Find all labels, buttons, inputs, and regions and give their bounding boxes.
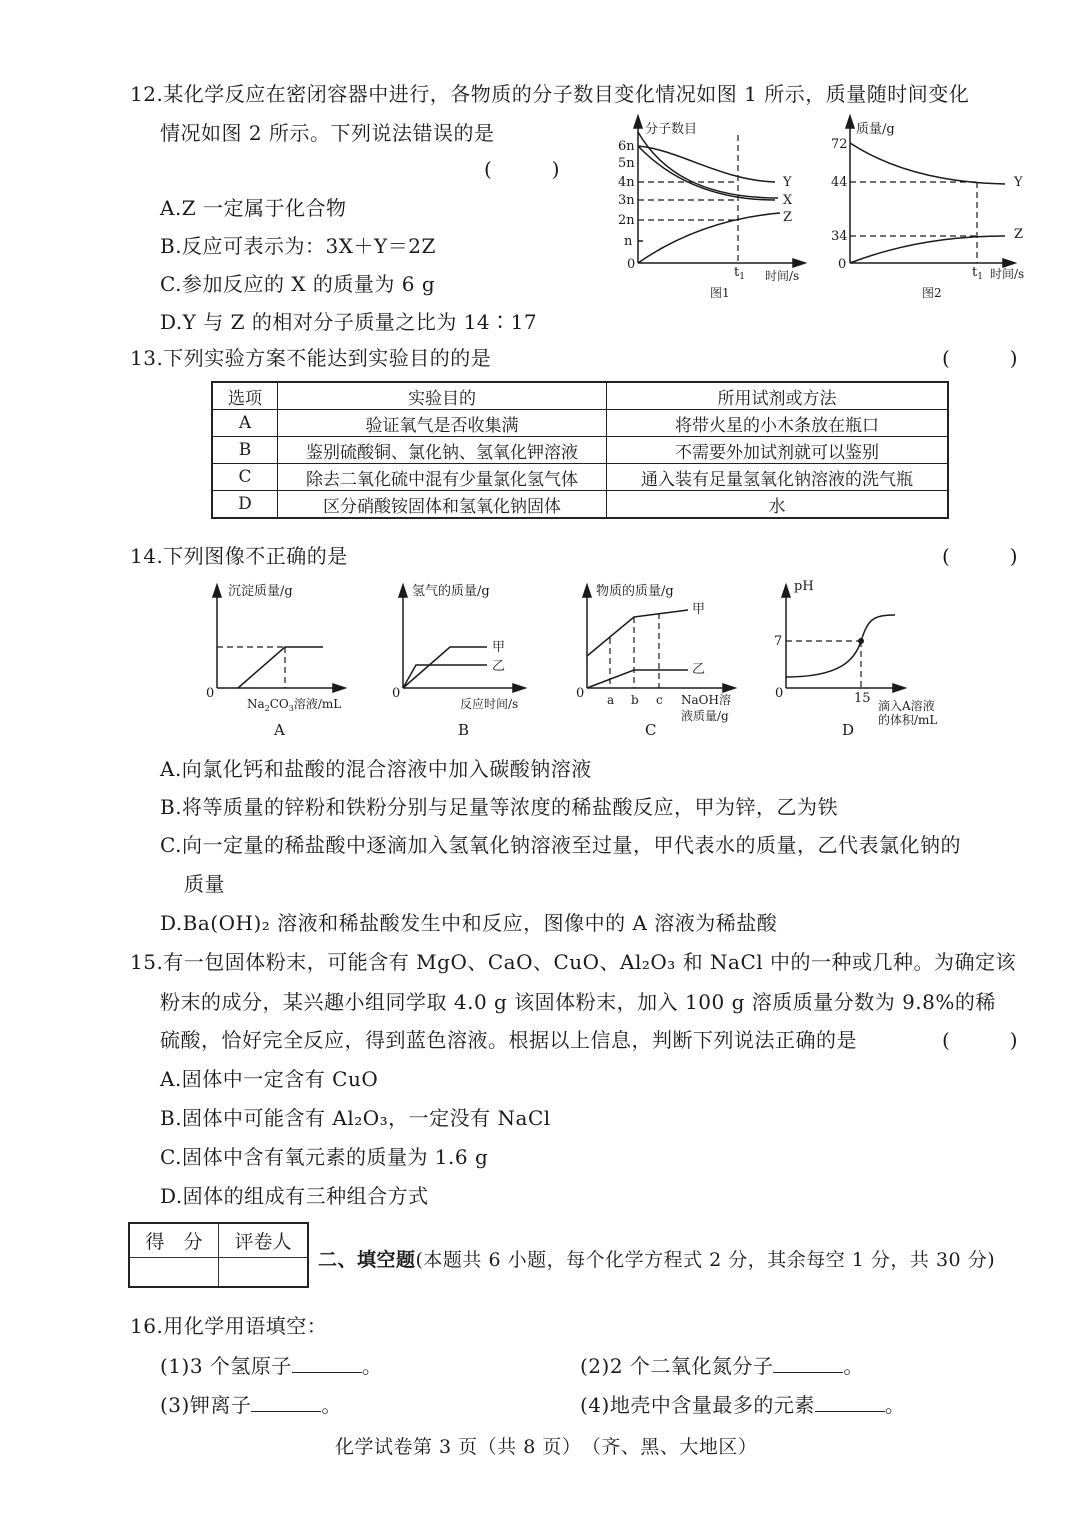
score-label: 得 分 (129, 1223, 219, 1258)
q14-option-c-cont: 质量 (184, 872, 225, 896)
chartA-title: A (274, 721, 285, 739)
q12-option-c: C.参加反应的 X 的质量为 6 g (160, 272, 436, 296)
chartB-origin: 0 (392, 686, 401, 701)
q16-stem: 16.用化学用语填空： (130, 1314, 328, 1338)
q12-answer-paren[interactable]: ( ) (484, 157, 560, 181)
section2-note: (本题共 6 小题，每个化学方程式 2 分，其余每空 1 分，共 30 分) (415, 1249, 996, 1271)
header-option: 选项 (212, 382, 278, 410)
fig1-ytick-3n: 3n (618, 193, 635, 208)
fig1-ytick-n: n (624, 234, 633, 249)
cell-method: 将带火星的小木条放在瓶口 (607, 410, 949, 437)
answer-blank-4[interactable] (815, 1393, 885, 1412)
chartD-ytick-7: 7 (774, 634, 783, 649)
fig2-xlabel: 时间/s (990, 267, 1025, 281)
chartB-title: B (458, 721, 470, 739)
table-row (212, 491, 948, 519)
cell-purpose: 除去二氧化硫中混有少量氯化氢气体 (278, 464, 607, 491)
table-header-row (212, 382, 948, 410)
q14-option-c: C.向一定量的稀盐酸中逐滴加入氢氧化钠溶液至过量，甲代表水的质量，乙代表氯化钠的 (160, 833, 961, 857)
fig2-ytick-44: 44 (831, 175, 848, 190)
q16-item-3: (3)钾离子 。 (160, 1393, 342, 1417)
fig1-ytick-2n: 2n (618, 213, 635, 228)
q14-answer-paren[interactable]: ( ) (942, 544, 1018, 568)
q15-stem-line1: 15.有一包固体粉末，可能含有 MgO、CaO、CuO、Al₂O₃ 和 NaCl 中的一种或几种。为确定该 (130, 950, 1017, 974)
q15-option-b: B.固体中可能含有 Al₂O₃，一定没有 NaCl (160, 1106, 551, 1130)
cell-option: B (212, 437, 278, 464)
score-box (128, 1222, 309, 1288)
chartC-ylabel: 物质的质量/g (596, 584, 674, 599)
chartC-legend-yi: 乙 (692, 662, 706, 677)
chartC-title: C (645, 721, 657, 739)
chartB-xlabel: 反应时间/s (460, 697, 519, 711)
grader-input[interactable] (219, 1258, 309, 1287)
q12-option-a: A.Z 一定属于化合物 (160, 196, 347, 220)
q15-answer-paren[interactable]: ( ) (942, 1028, 1018, 1052)
q15-option-a: A.固体中一定含有 CuO (160, 1067, 379, 1091)
chartD-ylabel: pH (794, 579, 814, 594)
q13-stem: 13.下列实验方案不能达到实验目的的是 (130, 346, 492, 370)
fig2-title: 图2 (922, 286, 942, 300)
chartC-xtick-b: b (631, 693, 639, 707)
section2-title: 二、填空题 (318, 1249, 416, 1271)
table-row (212, 464, 948, 491)
chartC-xlabel-2: 液质量/g (681, 709, 729, 723)
fig1-ytick-4n: 4n (618, 175, 635, 190)
answer-blank-1[interactable] (292, 1354, 362, 1373)
section2-heading (318, 1245, 995, 1272)
q15-option-c: C.固体中含有氧元素的质量为 1.6 g (160, 1145, 489, 1169)
chartC-xtick-a: a (607, 693, 615, 707)
fig2-xtick-t1: $t_1$ (972, 265, 983, 282)
fig1-origin: 0 (627, 257, 636, 272)
chartD-xlabel-1: 滴入A溶液 (878, 699, 935, 713)
q16-item-2: (2)2 个二氧化氮分子 。 (580, 1354, 864, 1378)
header-purpose: 实验目的 (278, 382, 607, 410)
cell-option: A (212, 410, 278, 437)
q15-option-d: D.固体的组成有三种组合方式 (160, 1184, 429, 1208)
chartA-xlabel: $Na_2CO_3$溶液/mL (247, 697, 342, 713)
q15-stem-line2: 粉末的成分，某兴趣小组同学取 4.0 g 该固体粉末，加入 100 g 溶质质量分数为 9.8%的稀 (160, 990, 996, 1014)
figure-1-chart (605, 112, 835, 312)
q13-table (211, 381, 949, 519)
chartD-title: D (842, 721, 855, 739)
fig2-legend-z: Z (1014, 227, 1024, 242)
fig2-ytick-72: 72 (831, 137, 848, 152)
chartB-ylabel: 氢气的质量/g (412, 584, 490, 599)
figure-2-chart (820, 112, 1040, 312)
chartC-xlabel-1: NaOH溶 (681, 693, 731, 707)
fig1-title: 图1 (710, 286, 730, 300)
score-input[interactable] (129, 1258, 219, 1287)
chartD-origin: 0 (775, 686, 784, 701)
fig1-legend-y: Y (783, 175, 792, 190)
grader-label: 评卷人 (219, 1223, 309, 1258)
q16-item-1: (1)3 个氢原子 。 (160, 1354, 383, 1378)
chartA-origin: 0 (206, 686, 215, 701)
fig1-xlabel: 时间/s (765, 269, 800, 283)
table-row (212, 437, 948, 464)
cell-purpose: 鉴别硫酸铜、氯化钠、氢氧化钾溶液 (278, 437, 607, 464)
header-method: 所用试剂或方法 (607, 382, 949, 410)
q14-stem: 14.下列图像不正确的是 (130, 544, 348, 568)
chartB-legend-jia: 甲 (492, 640, 506, 655)
answer-blank-2[interactable] (773, 1354, 843, 1373)
fig2-ylabel: 质量/g (856, 122, 895, 137)
cell-method: 通入装有足量氢氧化钠溶液的洗气瓶 (607, 464, 949, 491)
chartC-origin: 0 (576, 686, 585, 701)
cell-method: 不需要外加试剂就可以鉴别 (607, 437, 949, 464)
fig2-ytick-34: 34 (831, 229, 848, 244)
q14-charts (190, 572, 970, 742)
fig1-xtick-t1: $t_1$ (734, 265, 745, 282)
q13-answer-paren[interactable]: ( ) (942, 346, 1018, 370)
cell-purpose: 验证氧气是否收集满 (278, 410, 607, 437)
fig1-ylabel: 分子数目 (645, 122, 698, 137)
chartC-xtick-c: c (656, 693, 663, 707)
q15-stem-line3: 硫酸，恰好完全反应，得到蓝色溶液。根据以上信息，判断下列说法正确的是 (160, 1028, 857, 1052)
q14-option-d: D.Ba(OH)₂ 溶液和稀盐酸发生中和反应，图像中的 A 溶液为稀盐酸 (160, 911, 778, 935)
cell-option: C (212, 464, 278, 491)
fig1-legend-x: X (783, 193, 793, 208)
chartA-ylabel: 沉淀质量/g (228, 584, 293, 599)
chartD-xlabel-2: 的体积/mL (878, 713, 938, 727)
fig1-legend-z: Z (783, 210, 793, 225)
cell-purpose: 区分硝酸铵固体和氢氧化钠固体 (278, 491, 607, 519)
q12-option-d: D.Y 与 Z 的相对分子质量之比为 14∶17 (160, 310, 538, 334)
fig1-ytick-5n: 5n (618, 156, 635, 171)
chartC-legend-jia: 甲 (692, 602, 706, 617)
page-footer: 化学试卷第 3 页（共 8 页） （齐、黑、大地区） (335, 1436, 758, 1458)
q16-item-4: (4)地壳中含量最多的元素 。 (580, 1393, 906, 1417)
answer-blank-3[interactable] (251, 1393, 321, 1412)
chartB-legend-yi: 乙 (492, 659, 506, 674)
fig1-ytick-6n: 6n (618, 139, 635, 154)
table-row (212, 410, 948, 437)
fig2-legend-y: Y (1014, 175, 1023, 190)
q14-option-b: B.将等质量的锌粉和铁粉分别与足量等浓度的稀盐酸反应，甲为锌，乙为铁 (160, 795, 839, 819)
cell-option: D (212, 491, 278, 519)
q14-option-a: A.向氯化钙和盐酸的混合溶液中加入碳酸钠溶液 (160, 757, 592, 781)
cell-method: 水 (607, 491, 949, 519)
q12-option-b: B.反应可表示为：3X＋Y＝2Z (160, 234, 436, 258)
q12-stem-line2: 情况如图 2 所示。下列说法错误的是 (160, 121, 495, 145)
fig2-origin: 0 (838, 257, 847, 272)
chartD-xtick-15: 15 (854, 691, 871, 706)
q12-stem-line1: 12.某化学反应在密闭容器中进行，各物质的分子数目变化情况如图 1 所示，质量随时间变化 (130, 82, 970, 106)
